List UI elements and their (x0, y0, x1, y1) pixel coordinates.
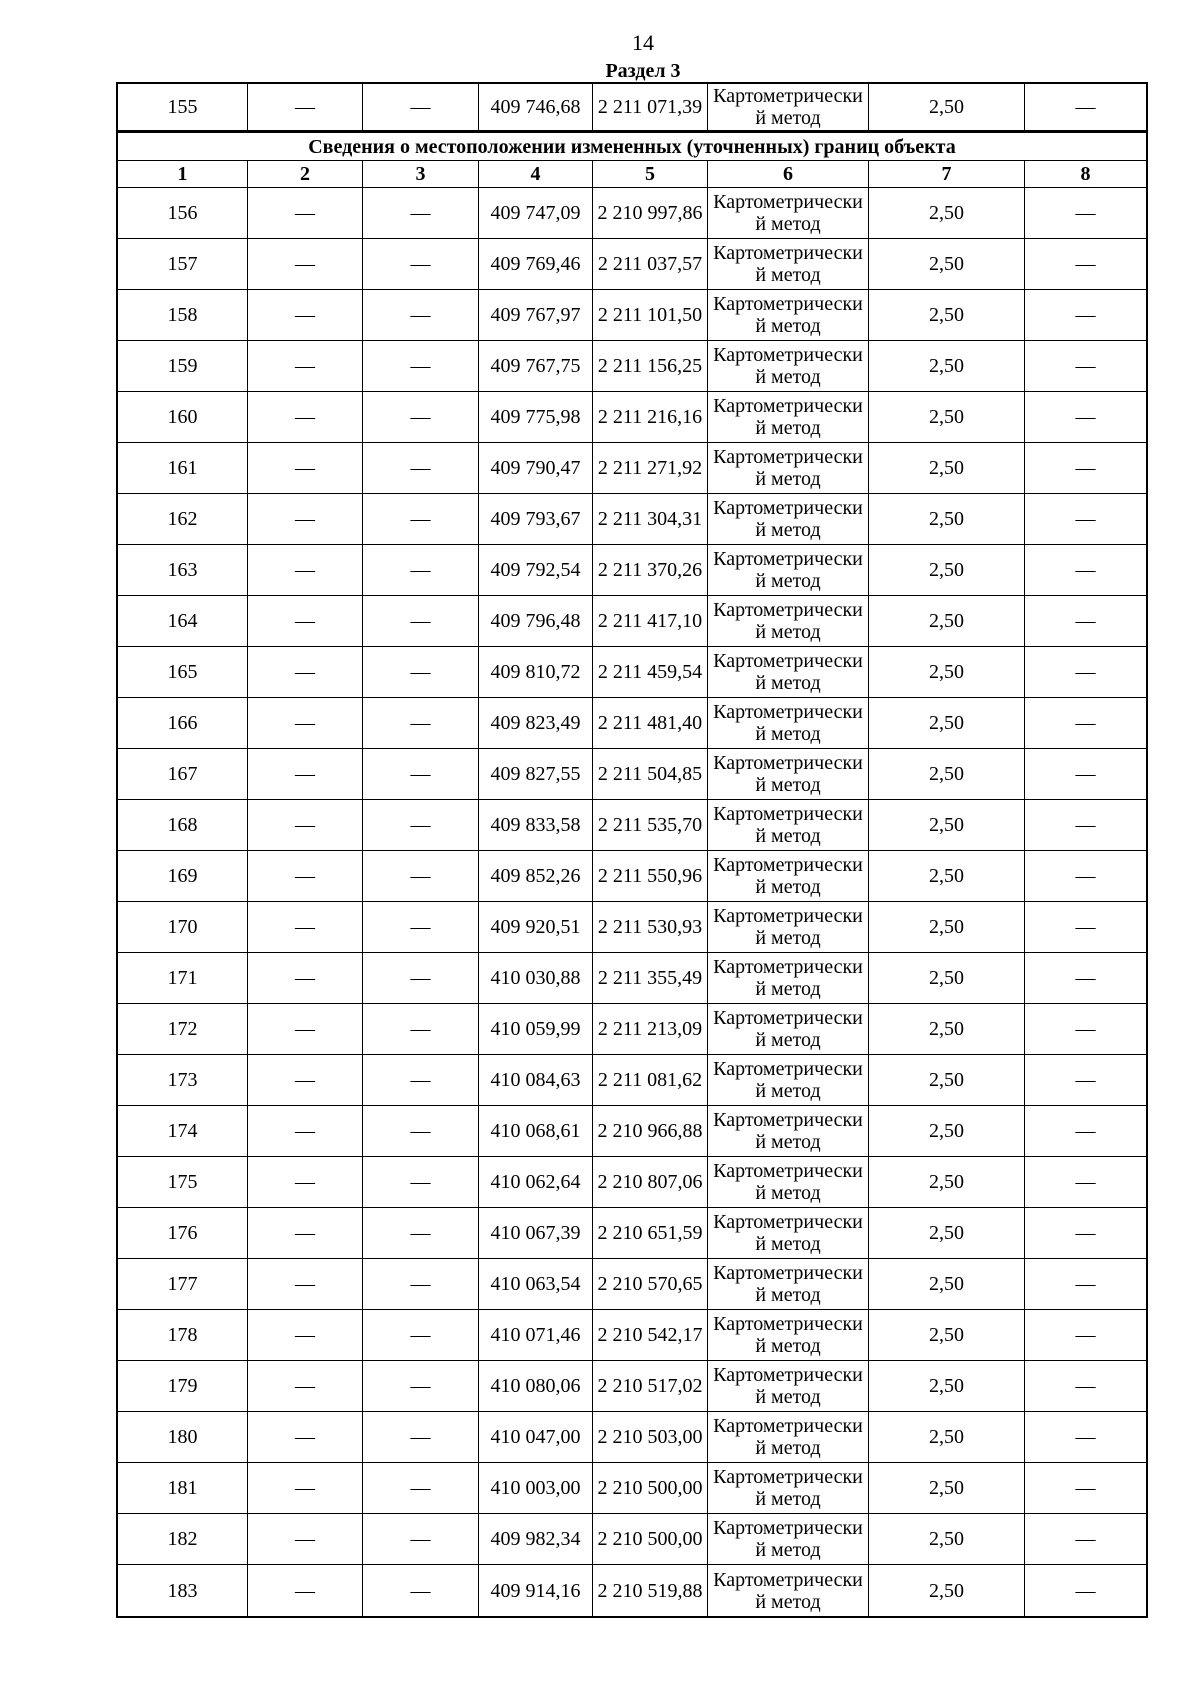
cell-y-coordinate: 2 211 037,57 (593, 239, 708, 289)
cell-method: Картометрически й метод (708, 1463, 869, 1513)
cell-col-2: — (248, 188, 363, 238)
cell-method: Картометрически й метод (708, 1514, 869, 1564)
cell-accuracy: 2,50 (869, 953, 1025, 1003)
cell-col-2: — (248, 1208, 363, 1258)
cell-accuracy: 2,50 (869, 647, 1025, 697)
cell-col-2: — (248, 1361, 363, 1411)
cell-col-8: — (1075, 1273, 1096, 1295)
column-number: 8 (1080, 163, 1091, 185)
cell-y-coordinate: 2 210 542,17 (593, 1310, 708, 1360)
cell-point-number: 173 (118, 1055, 248, 1105)
section-title: Раздел 3 (605, 60, 681, 82)
cell-accuracy: 2,50 (869, 1208, 1025, 1258)
cell-y-coordinate: 2 211 481,40 (593, 698, 708, 748)
cell-col-8: — (1075, 96, 1096, 118)
cell-col-2: — (248, 1412, 363, 1462)
cell-col-3: — (363, 545, 479, 595)
subsection-heading: Сведения о местоположении измененных (уточненных) границ объекта (118, 133, 1146, 161)
cell-col-3: — (363, 698, 479, 748)
cell-point-number: 168 (118, 800, 248, 850)
table-row (118, 1055, 1146, 1106)
cell-col-3: — (363, 1004, 479, 1054)
table-row (118, 698, 1146, 749)
cell-accuracy: 2,50 (869, 1004, 1025, 1054)
cell-y-coordinate: 2 210 500,00 (593, 1463, 708, 1513)
cell-col-8: — (1075, 1171, 1096, 1193)
cell-col-3: — (363, 1514, 479, 1564)
cell-x-coordinate: 409 827,55 (479, 749, 593, 799)
column-number: 4 (479, 161, 593, 187)
cell-x-coordinate: 409 769,46 (479, 239, 593, 289)
cell-col-2: — (248, 800, 363, 850)
table-row (118, 749, 1146, 800)
cell-col-3: — (363, 902, 479, 952)
cell-x-coordinate: 409 810,72 (479, 647, 593, 697)
table-row (118, 239, 1146, 290)
cell-y-coordinate: 2 210 500,00 (593, 1514, 708, 1564)
cell-method: Картометрически й метод (708, 1259, 869, 1309)
cell-accuracy: 2,50 (869, 800, 1025, 850)
cell-point-number: 171 (118, 953, 248, 1003)
cell-col-8: — (1075, 916, 1096, 938)
cell-x-coordinate: 410 003,00 (479, 1463, 593, 1513)
table-row (118, 290, 1146, 341)
cell-col-2: — (248, 1514, 363, 1564)
cell-x-coordinate: 409 852,26 (479, 851, 593, 901)
cell-y-coordinate: 2 211 535,70 (593, 800, 708, 850)
cell-method: Картометрически й метод (708, 1157, 869, 1207)
column-number: 2 (248, 161, 363, 187)
coordinates-table (116, 82, 1148, 1618)
cell-point-number: 158 (118, 290, 248, 340)
table-row (118, 953, 1146, 1004)
cell-method: Картометрически й метод (708, 1412, 869, 1462)
cell-col-2: — (248, 851, 363, 901)
cell-col-8: — (1075, 865, 1096, 887)
cell-accuracy: 2,50 (869, 1514, 1025, 1564)
cell-col-3: — (363, 749, 479, 799)
cell-col-3: — (363, 239, 479, 289)
cell-col-3: — (363, 188, 479, 238)
cell-method: Картометрически й метод (708, 341, 869, 391)
cell-y-coordinate: 2 211 304,31 (593, 494, 708, 544)
cell-x-coordinate: 409 823,49 (479, 698, 593, 748)
cell-method: Картометрически й метод (708, 749, 869, 799)
table-row (118, 545, 1146, 596)
cell-x-coordinate: 409 790,47 (479, 443, 593, 493)
cell-col-2: — (248, 953, 363, 1003)
cell-col-8: — (1075, 1069, 1096, 1091)
cell-accuracy: 2,50 (869, 188, 1025, 238)
cell-y-coordinate: 2 211 355,49 (593, 953, 708, 1003)
table-row (118, 1463, 1146, 1514)
column-number: 6 (708, 161, 869, 187)
cell-col-2: — (248, 1004, 363, 1054)
cell-col-8: — (1075, 457, 1096, 479)
table-row (118, 647, 1146, 698)
cell-accuracy: 2,50 (869, 902, 1025, 952)
cell-point-number: 179 (118, 1361, 248, 1411)
cell-x-coordinate: 410 068,61 (479, 1106, 593, 1156)
cell-x-coordinate: 409 775,98 (479, 392, 593, 442)
cell-x-coordinate: 410 062,64 (479, 1157, 593, 1207)
cell-col-3: — (363, 1463, 479, 1513)
cell-col-8: — (1075, 712, 1096, 734)
cell-col-2: — (248, 1463, 363, 1513)
cell-point-number: 172 (118, 1004, 248, 1054)
table-row (118, 1514, 1146, 1565)
cell-accuracy: 2,50 (869, 545, 1025, 595)
cell-col-2: — (248, 1157, 363, 1207)
cell-x-coordinate: 410 063,54 (479, 1259, 593, 1309)
cell-col-8: — (1075, 1426, 1096, 1448)
cell-col-8: — (1075, 508, 1096, 530)
cell-col-3: — (363, 341, 479, 391)
table-row (118, 596, 1146, 647)
cell-col-3: — (363, 1412, 479, 1462)
cell-method: Картометрически й метод (708, 1208, 869, 1258)
cell-col-2: — (248, 239, 363, 289)
cell-y-coordinate: 2 210 519,88 (593, 1565, 708, 1616)
cell-y-coordinate: 2 210 807,06 (593, 1157, 708, 1207)
cell-col-8: — (1075, 304, 1096, 326)
cell-method: Картометрически й метод (708, 902, 869, 952)
cell-col-3: — (363, 851, 479, 901)
cell-col-2: — (248, 1106, 363, 1156)
cell-col-2: — (248, 647, 363, 697)
cell-accuracy: 2,50 (869, 1055, 1025, 1105)
cell-x-coordinate: 409 793,67 (479, 494, 593, 544)
cell-accuracy: 2,50 (869, 1157, 1025, 1207)
cell-col-2: — (248, 749, 363, 799)
cell-method: Картометрически й метод (708, 953, 869, 1003)
cell-point-number: 163 (118, 545, 248, 595)
cell-accuracy: 2,50 (869, 341, 1025, 391)
cell-point-number: 182 (118, 1514, 248, 1564)
cell-col-8: — (1075, 1528, 1096, 1550)
cell-method: Картометрически й метод (708, 443, 869, 493)
cell-col-8: — (1075, 1375, 1096, 1397)
table-row (118, 1565, 1146, 1616)
cell-y-coordinate: 2 210 966,88 (593, 1106, 708, 1156)
cell-y-coordinate: 2 210 517,02 (593, 1361, 708, 1411)
cell-y-coordinate: 2 211 156,25 (593, 341, 708, 391)
cell-col-2: — (248, 84, 363, 130)
cell-accuracy: 2,50 (869, 1565, 1025, 1616)
cell-method: Картометрически й метод (708, 698, 869, 748)
cell-col-3: — (363, 290, 479, 340)
cell-method: Картометрически й метод (708, 1055, 869, 1105)
cell-x-coordinate: 410 080,06 (479, 1361, 593, 1411)
cell-col-8: — (1075, 202, 1096, 224)
cell-col-3: — (363, 1208, 479, 1258)
cell-accuracy: 2,50 (869, 1259, 1025, 1309)
cell-accuracy: 2,50 (869, 290, 1025, 340)
cell-point-number: 161 (118, 443, 248, 493)
cell-x-coordinate: 409 796,48 (479, 596, 593, 646)
cell-point-number: 176 (118, 1208, 248, 1258)
table-row (118, 392, 1146, 443)
cell-col-2: — (248, 596, 363, 646)
cell-accuracy: 2,50 (869, 698, 1025, 748)
cell-point-number: 155 (118, 84, 248, 130)
cell-method: Картометрически й метод (708, 494, 869, 544)
cell-y-coordinate: 2 211 370,26 (593, 545, 708, 595)
cell-method: Картометрически й метод (708, 392, 869, 442)
cell-point-number: 180 (118, 1412, 248, 1462)
cell-y-coordinate: 2 211 459,54 (593, 647, 708, 697)
table-row (118, 341, 1146, 392)
cell-col-8: — (1075, 1120, 1096, 1142)
cell-col-2: — (248, 545, 363, 595)
table-row (118, 851, 1146, 902)
table-row (118, 494, 1146, 545)
cell-method: Картометрически й метод (708, 84, 869, 130)
cell-point-number: 166 (118, 698, 248, 748)
column-number: 1 (118, 161, 248, 187)
cell-accuracy: 2,50 (869, 239, 1025, 289)
cell-x-coordinate: 409 746,68 (479, 84, 593, 130)
cell-col-3: — (363, 1055, 479, 1105)
cell-x-coordinate: 409 982,34 (479, 1514, 593, 1564)
cell-x-coordinate: 410 047,00 (479, 1412, 593, 1462)
table-row (118, 84, 1146, 133)
cell-col-3: — (363, 1106, 479, 1156)
table-row (118, 1361, 1146, 1412)
cell-accuracy: 2,50 (869, 596, 1025, 646)
cell-x-coordinate: 410 071,46 (479, 1310, 593, 1360)
cell-col-2: — (248, 494, 363, 544)
cell-col-8: — (1075, 763, 1096, 785)
cell-col-8: — (1075, 610, 1096, 632)
cell-point-number: 160 (118, 392, 248, 442)
table-row (118, 902, 1146, 953)
cell-accuracy: 2,50 (869, 749, 1025, 799)
cell-col-3: — (363, 1361, 479, 1411)
cell-x-coordinate: 410 059,99 (479, 1004, 593, 1054)
cell-y-coordinate: 2 210 651,59 (593, 1208, 708, 1258)
cell-x-coordinate: 409 792,54 (479, 545, 593, 595)
table-row (118, 1259, 1146, 1310)
table-row (118, 1004, 1146, 1055)
cell-col-3: — (363, 1310, 479, 1360)
cell-col-8: — (1075, 559, 1096, 581)
cell-x-coordinate: 409 914,16 (479, 1565, 593, 1616)
cell-col-8: — (1075, 1018, 1096, 1040)
table-row (118, 1412, 1146, 1463)
cell-col-3: — (363, 1157, 479, 1207)
cell-y-coordinate: 2 211 530,93 (593, 902, 708, 952)
cell-y-coordinate: 2 211 271,92 (593, 443, 708, 493)
cell-y-coordinate: 2 210 570,65 (593, 1259, 708, 1309)
cell-y-coordinate: 2 210 503,00 (593, 1412, 708, 1462)
cell-point-number: 165 (118, 647, 248, 697)
cell-col-2: — (248, 290, 363, 340)
cell-accuracy: 2,50 (869, 494, 1025, 544)
cell-accuracy: 2,50 (869, 392, 1025, 442)
cell-y-coordinate: 2 211 213,09 (593, 1004, 708, 1054)
cell-col-3: — (363, 84, 479, 130)
cell-point-number: 177 (118, 1259, 248, 1309)
cell-col-2: — (248, 1259, 363, 1309)
cell-col-2: — (248, 443, 363, 493)
cell-method: Картометрически й метод (708, 1361, 869, 1411)
cell-point-number: 159 (118, 341, 248, 391)
cell-point-number: 181 (118, 1463, 248, 1513)
table-row (118, 188, 1146, 239)
cell-x-coordinate: 409 833,58 (479, 800, 593, 850)
cell-point-number: 175 (118, 1157, 248, 1207)
cell-col-8: — (1075, 1579, 1096, 1602)
cell-x-coordinate: 410 084,63 (479, 1055, 593, 1105)
cell-col-3: — (363, 392, 479, 442)
cell-point-number: 156 (118, 188, 248, 238)
cell-accuracy: 2,50 (869, 1463, 1025, 1513)
table-row (118, 800, 1146, 851)
cell-col-2: — (248, 1055, 363, 1105)
cell-x-coordinate: 410 067,39 (479, 1208, 593, 1258)
cell-y-coordinate: 2 211 071,39 (593, 84, 708, 130)
cell-x-coordinate: 409 747,09 (479, 188, 593, 238)
column-number-row (118, 161, 1146, 188)
cell-x-coordinate: 409 767,75 (479, 341, 593, 391)
cell-col-2: — (248, 341, 363, 391)
cell-accuracy: 2,50 (869, 84, 1025, 130)
cell-point-number: 170 (118, 902, 248, 952)
cell-accuracy: 2,50 (869, 1361, 1025, 1411)
cell-col-3: — (363, 596, 479, 646)
table-row (118, 1157, 1146, 1208)
cell-col-8: — (1075, 355, 1096, 377)
cell-method: Картометрически й метод (708, 800, 869, 850)
column-number: 3 (363, 161, 479, 187)
cell-method: Картометрически й метод (708, 1310, 869, 1360)
cell-col-2: — (248, 902, 363, 952)
cell-point-number: 164 (118, 596, 248, 646)
cell-col-2: — (248, 1565, 363, 1616)
cell-col-8: — (1075, 406, 1096, 428)
cell-col-3: — (363, 1259, 479, 1309)
column-number: 7 (869, 161, 1025, 187)
cell-y-coordinate: 2 211 504,85 (593, 749, 708, 799)
column-number: 5 (593, 161, 708, 187)
cell-point-number: 174 (118, 1106, 248, 1156)
cell-col-8: — (1075, 253, 1096, 275)
cell-point-number: 162 (118, 494, 248, 544)
cell-method: Картометрически й метод (708, 545, 869, 595)
cell-y-coordinate: 2 211 101,50 (593, 290, 708, 340)
cell-col-8: — (1075, 661, 1096, 683)
table-row (118, 1106, 1146, 1157)
cell-col-3: — (363, 443, 479, 493)
cell-col-2: — (248, 392, 363, 442)
cell-method: Картометрически й метод (708, 647, 869, 697)
cell-accuracy: 2,50 (869, 1106, 1025, 1156)
cell-y-coordinate: 2 211 216,16 (593, 392, 708, 442)
cell-y-coordinate: 2 210 997,86 (593, 188, 708, 238)
cell-x-coordinate: 409 920,51 (479, 902, 593, 952)
cell-col-8: — (1075, 1222, 1096, 1244)
cell-method: Картометрически й метод (708, 596, 869, 646)
cell-col-3: — (363, 647, 479, 697)
cell-accuracy: 2,50 (869, 1310, 1025, 1360)
table-row (118, 1208, 1146, 1259)
cell-accuracy: 2,50 (869, 1412, 1025, 1462)
cell-col-8: — (1075, 967, 1096, 989)
table-row (118, 1310, 1146, 1361)
cell-col-3: — (363, 1565, 479, 1616)
cell-col-8: — (1075, 1324, 1096, 1346)
cell-y-coordinate: 2 211 550,96 (593, 851, 708, 901)
cell-x-coordinate: 409 767,97 (479, 290, 593, 340)
cell-method: Картометрически й метод (708, 1106, 869, 1156)
cell-point-number: 157 (118, 239, 248, 289)
cell-x-coordinate: 410 030,88 (479, 953, 593, 1003)
table-row (118, 443, 1146, 494)
cell-method: Картометрически й метод (708, 851, 869, 901)
cell-point-number: 167 (118, 749, 248, 799)
cell-y-coordinate: 2 211 081,62 (593, 1055, 708, 1105)
cell-y-coordinate: 2 211 417,10 (593, 596, 708, 646)
cell-accuracy: 2,50 (869, 851, 1025, 901)
cell-col-2: — (248, 698, 363, 748)
cell-col-2: — (248, 1310, 363, 1360)
cell-method: Картометрически й метод (708, 1004, 869, 1054)
cell-point-number: 178 (118, 1310, 248, 1360)
cell-method: Картометрически й метод (708, 188, 869, 238)
cell-col-3: — (363, 800, 479, 850)
cell-point-number: 183 (118, 1565, 248, 1616)
cell-point-number: 169 (118, 851, 248, 901)
cell-col-3: — (363, 953, 479, 1003)
cell-method: Картометрически й метод (708, 290, 869, 340)
cell-col-8: — (1075, 1477, 1096, 1499)
cell-col-3: — (363, 494, 479, 544)
cell-method: Картометрически й метод (708, 1565, 869, 1616)
cell-method: Картометрически й метод (708, 239, 869, 289)
page-number: 14 (632, 30, 654, 55)
cell-accuracy: 2,50 (869, 443, 1025, 493)
cell-col-8: — (1075, 814, 1096, 836)
